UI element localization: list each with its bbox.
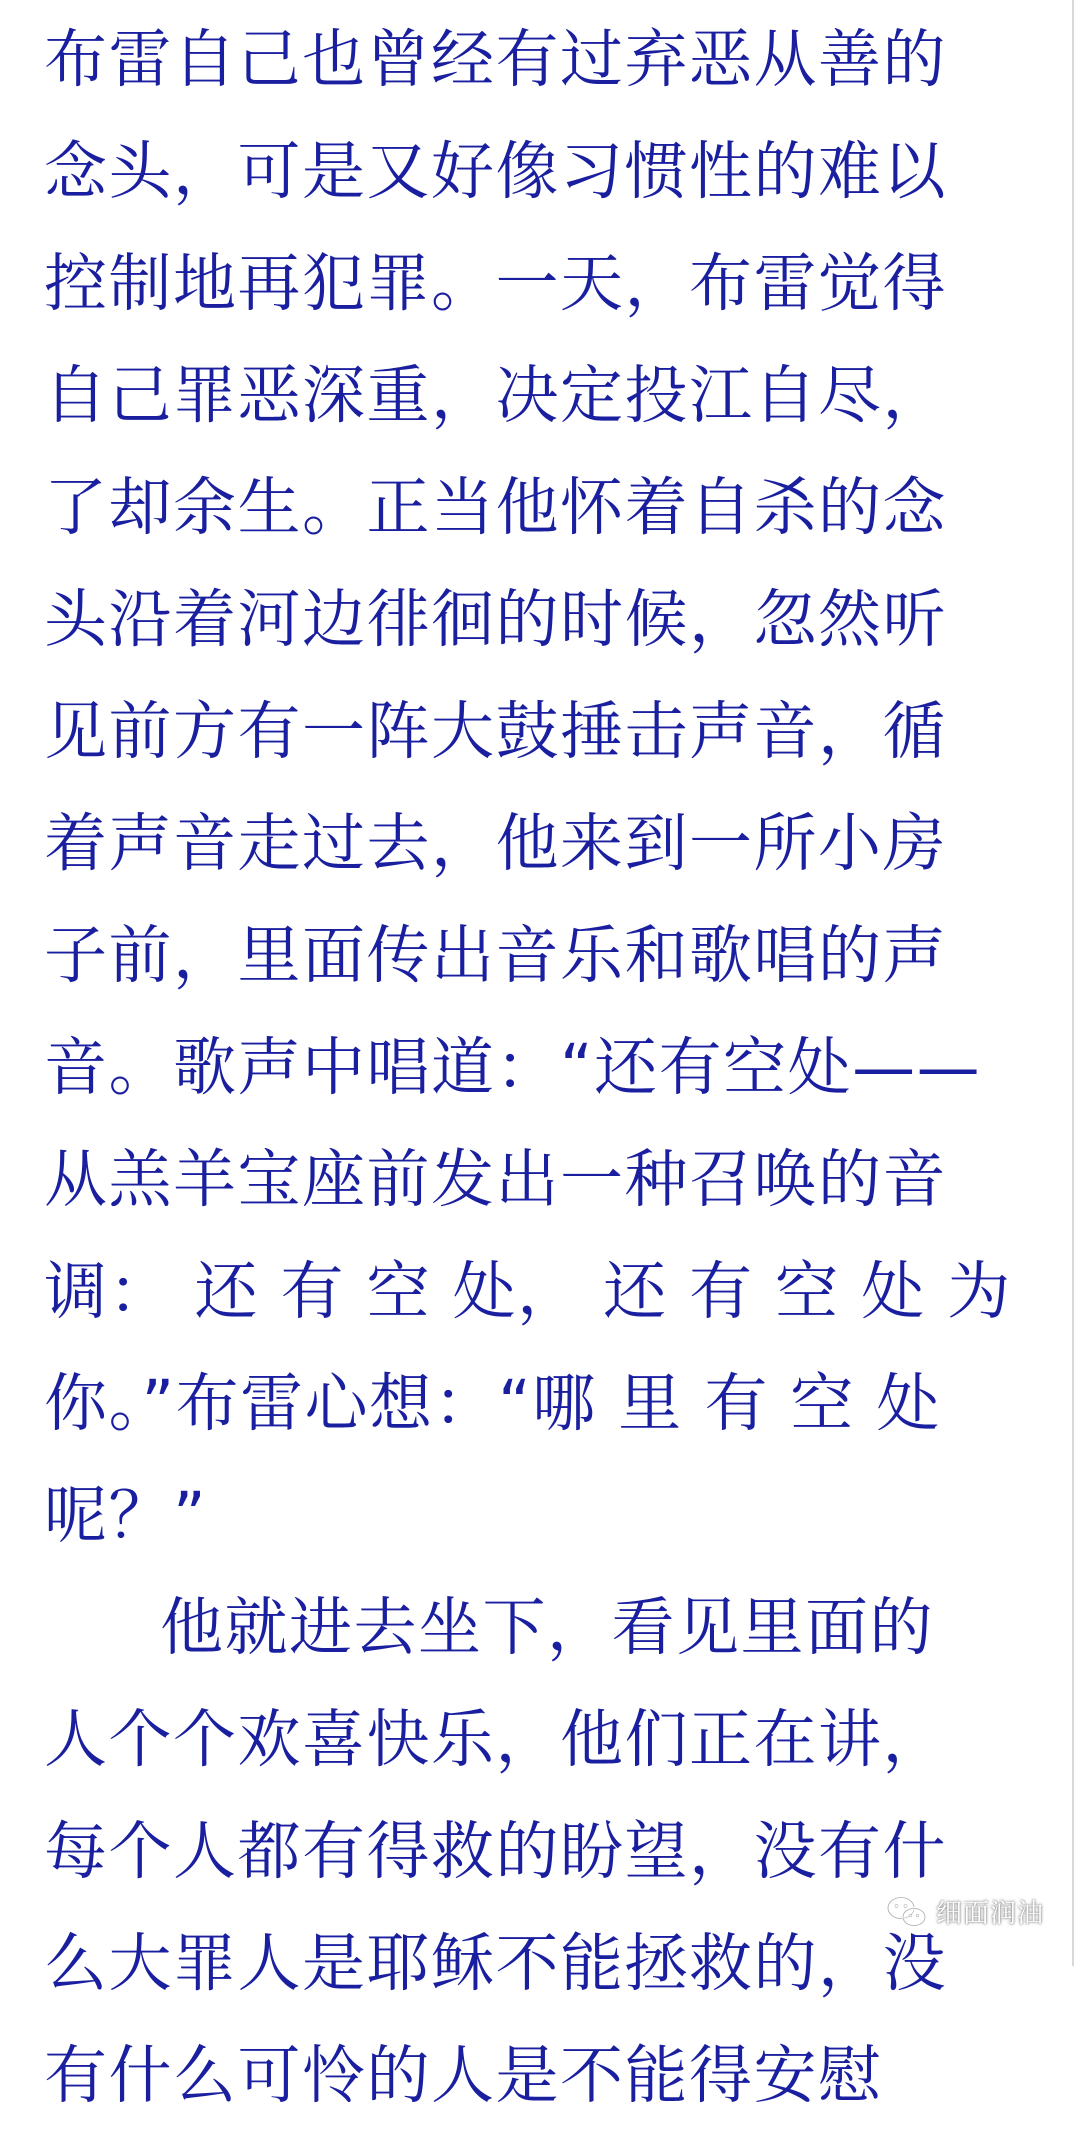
text-line: 你。”布雷心想：“哪 里 有 空 处 [44,1367,941,1440]
text-line: 调： 还 有 空 处， 还 有 空 处 为 [44,1255,1012,1328]
text-line: 每个人都有得救的盼望，没有什 [44,1815,947,1888]
text-line: 了却余生。正当他怀着自杀的念 [44,471,947,544]
text-line: 呢？” [44,1479,208,1552]
text-line: 音。歌声中唱道：“还有空处—— [44,1031,982,1104]
article-text [44,4,1054,2132]
text-line: 人个个欢喜快乐，他们正在讲， [44,1703,947,1776]
text-line: 子前，里面传出音乐和歌唱的声 [44,919,947,992]
text-line: 从羔羊宝座前发出一种召唤的音 [44,1143,947,1216]
text-line: 着声音走过去，他来到一所小房 [44,807,947,880]
text-line: 头沿着河边徘徊的时候，忽然听 [44,583,947,656]
paragraph-start-line: 他就进去坐下，看见里面的 [160,1591,934,1664]
watermark [886,1893,1044,1930]
text-line: 自己罪恶深重，决定投江自尽， [44,359,947,432]
wechat-icon [886,1895,928,1929]
text-line: 么大罪人是耶稣不能拯救的，没 [44,1927,947,2000]
text-line: 布雷自己也曾经有过弃恶从善的 [44,23,947,96]
text-line: 有什么可怜的人是不能得安慰 [44,2039,883,2112]
text-line: 念头，可是又好像习惯性的难以 [44,135,947,208]
text-line: 见前方有一阵大鼓捶击声音，循 [44,695,947,768]
watermark-text: 细面润油 [935,1899,1044,1929]
page-edge-divider [1072,0,1074,1966]
text-line: 控制地再犯罪。一天，布雷觉得 [44,247,947,320]
